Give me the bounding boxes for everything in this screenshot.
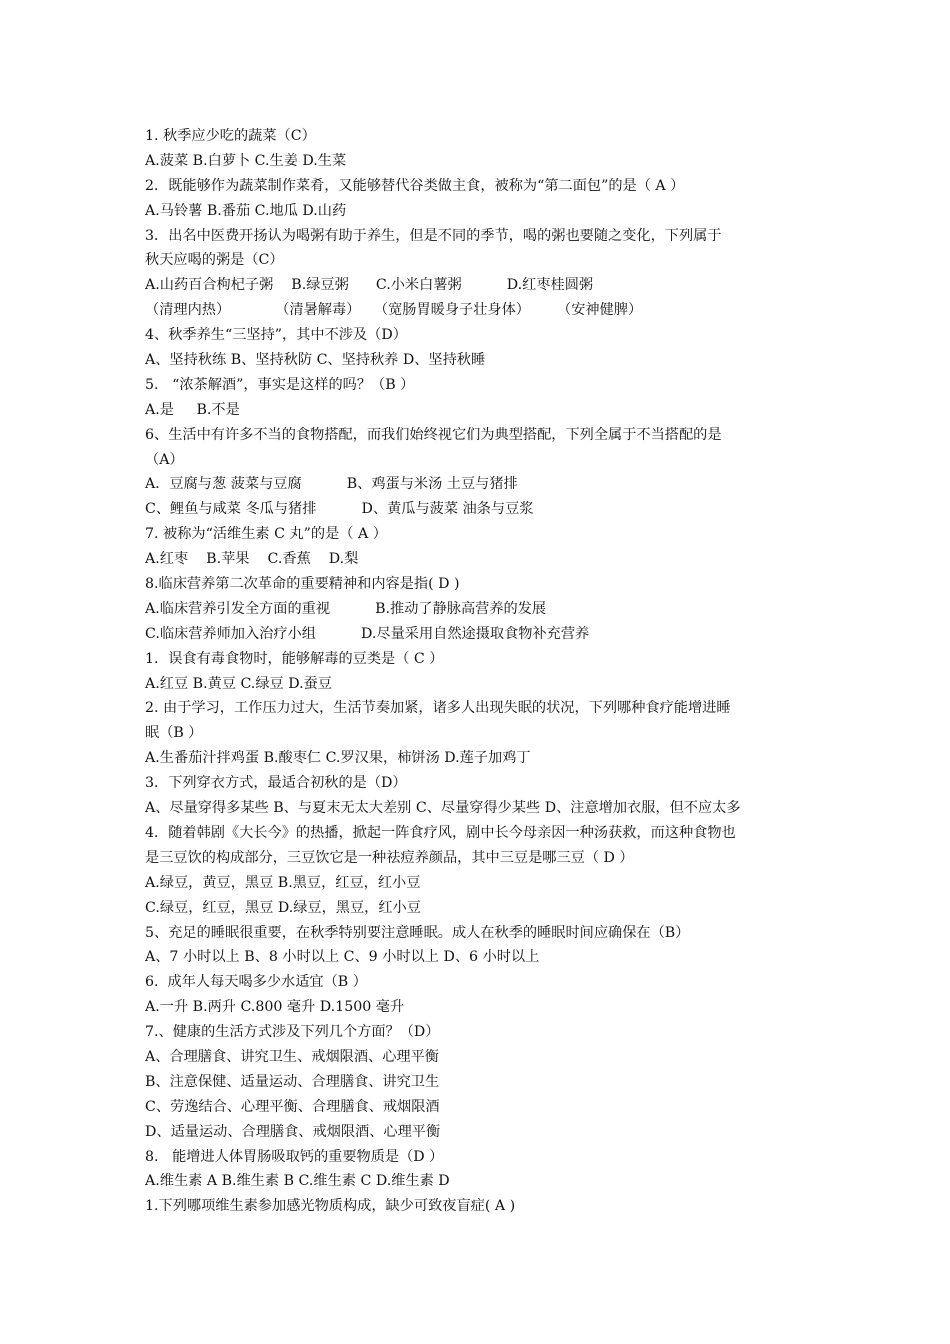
- text-line: 秋天应喝的粥是（C）: [145, 252, 284, 269]
- text-line: A.生番茄汁拌鸡蛋 B.酸枣仁 C.罗汉果，柿饼汤 D.莲子加鸡丁: [145, 750, 531, 767]
- text-line: A.临床营养引发全方面的重视 B.推动了静脉高营养的发展: [145, 600, 547, 617]
- text-line: 7.、健康的生活方式涉及下列几个方面？（D）: [145, 1024, 440, 1041]
- text-line: A.绿豆，黄豆，黑豆 B.黑豆，红豆，红小豆: [145, 874, 421, 891]
- text-line: 3．下列穿衣方式，最适合初秋的是（D）: [145, 775, 407, 792]
- text-line: C、劳逸结合、心理平衡、合理膳食、戒烟限酒: [145, 1098, 440, 1115]
- text-line: A.菠菜 B.白萝卜 C.生姜 D.生菜: [145, 152, 347, 169]
- text-line: 1．误食有毒食物时，能够解毒的豆类是（ C ）: [145, 650, 444, 667]
- text-line: 8.临床营养第二次革命的重要精神和内容是指( D ): [145, 576, 460, 593]
- text-line: 2. 由于学习，工作压力过大，生活节奏加紧，诸多人出现失眠的状况，下列哪种食疗能增进睡: [145, 700, 731, 717]
- text-line: A、尽量穿得多某些 B、与夏末无太大差别 C、尽量穿得少某些 D、注意增加衣服，但不应太多: [145, 800, 741, 817]
- text-line: A.马铃薯 B.番茄 C.地瓜 D.山药: [145, 202, 347, 219]
- text-line: A.一升 B.两升 C.800 毫升 D.1500 毫升: [145, 999, 405, 1016]
- text-line: A、合理膳食、讲究卫生、戒烟限酒、心理平衡: [145, 1048, 439, 1065]
- text-line: 2．既能够作为蔬菜制作菜肴，又能够替代谷类做主食，被称为“第二面包”的是（ A ）: [145, 177, 685, 194]
- text-line: C.绿豆，红豆，黑豆 D.绿豆，黑豆，红小豆: [145, 899, 421, 916]
- text-line: 1.下列哪项维生素参加感光物质构成，缺少可致夜盲症( A ): [145, 1198, 516, 1215]
- text-line: D、适量运动、合理膳食、戒烟限酒、心理平衡: [145, 1123, 441, 1140]
- text-line: 眠（B ）: [145, 725, 203, 742]
- text-line: （清理内热） （清暑解毒） （宽肠胃暖身子壮身体） （安神健脾）: [145, 302, 643, 319]
- text-line: 1. 秋季应少吃的蔬菜（C）: [145, 128, 316, 144]
- text-line: C、鲤鱼与咸菜 冬瓜与猪排 D、黄瓜与菠菜 油条与豆浆: [145, 501, 534, 518]
- text-line: A.维生素 A B.维生素 B C.维生素 C D.维生素 D: [145, 1173, 450, 1190]
- text-line: A、7 小时以上 B、8 小时以上 C、9 小时以上 D、6 小时以上: [145, 949, 540, 966]
- document-body: [145, 124, 815, 1219]
- text-line: A.是 B.不是: [145, 401, 240, 418]
- text-line: 6. 成年人每天喝多少水适宜（B ）: [145, 974, 367, 991]
- text-line: 8. 能增进人体胃肠吸取钙的重要物质是（D ）: [145, 1148, 444, 1165]
- text-line: A.山药百合枸杞子粥 B.绿豆粥 C.小米白薯粥 D.红枣桂圆粥: [145, 277, 594, 294]
- text-line: 7. 被称为“活维生素 C 丸”的是（ A ）: [145, 526, 387, 543]
- text-line: 3．出名中医费开扬认为喝粥有助于养生，但是不同的季节，喝的粥也要随之变化，下列属于: [145, 227, 722, 244]
- text-line: 6、生活中有许多不当的食物搭配，而我们始终视它们为典型搭配，下列全属于不当搭配的是: [145, 426, 722, 443]
- text-line: （A）: [145, 451, 184, 468]
- text-line: C.临床营养师加入治疗小组 D.尽量采用自然途摄取食物补充营养: [145, 625, 590, 642]
- text-line: 是三豆饮的构成部分，三豆饮它是一种祛痘养颜品，其中三豆是哪三豆（ D ）: [145, 849, 634, 866]
- text-line: A.红豆 B.黄豆 C.绿豆 D.蚕豆: [145, 675, 332, 692]
- text-line: A.红枣 B.苹果 C.香蕉 D.梨: [145, 551, 359, 568]
- text-line: 5、充足的睡眠很重要，在秋季特别要注意睡眠。成人在秋季的睡眠时间应确保在（B）: [145, 924, 690, 941]
- text-line: 5. “浓茶解酒”，事实是这样的吗？（B ）: [145, 376, 415, 393]
- text-line: B、注意保健、适量运动、合理膳食、讲究卫生: [145, 1073, 440, 1090]
- text-line: 4、秋季养生“三坚持”，其中不涉及（D）: [145, 327, 407, 344]
- text-line: A、坚持秋练 B、坚持秋防 C、坚持秋养 D、坚持秋睡: [145, 352, 486, 369]
- text-line: 4．随着韩剧《大长今》的热播，掀起一阵食疗风，剧中长今母亲因一种汤获救，而这种食物也: [145, 824, 736, 841]
- text-line: A．豆腐与葱 菠菜与豆腐 B、鸡蛋与米汤 土豆与猪排: [145, 476, 518, 493]
